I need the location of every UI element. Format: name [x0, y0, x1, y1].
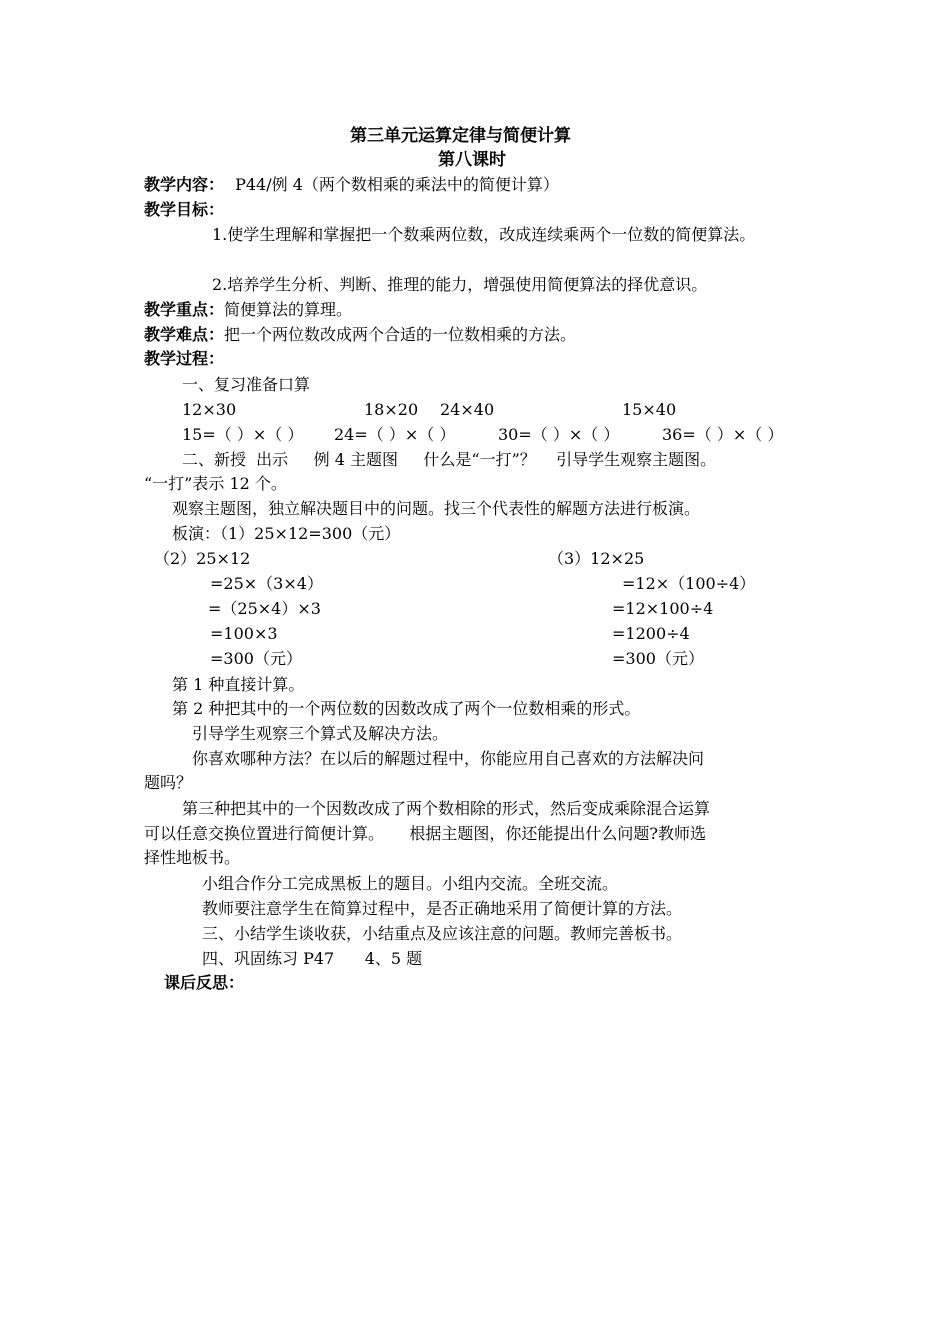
third-method-line-1: 第三种把其中的一个因数改成了两个数相除的形式，然后变成乘除混合运算	[182, 799, 711, 818]
observe-line: 观察主题图，独立解决题目中的问题。找三个代表性的解题方法进行板演。	[172, 499, 701, 518]
goal-label: 教学目标：	[144, 200, 225, 219]
key-label: 教学重点：	[144, 300, 225, 319]
dozen-definition: “一打”表示 12 个。	[144, 474, 287, 493]
method-3-step: =300（元）	[612, 649, 704, 668]
preference-line-1: 你喜欢哪种方法？在以后的解题过程中，你能应用自己喜欢的方法解决问	[192, 749, 705, 768]
new-teaching-line: 二、新授 出示 例 4 主题图 什么是“一打”？ 引导学生观察主题图。	[182, 450, 717, 469]
content-label: 教学内容：	[144, 175, 225, 194]
reflection-label: 课后反思：	[164, 973, 245, 992]
factor-2: 24=（ ）×（ ）	[334, 425, 456, 444]
process-label: 教学过程：	[144, 349, 225, 368]
method-3-step: =1200÷4	[612, 624, 690, 643]
key-row	[144, 298, 352, 322]
preference-line-2: 题吗？	[144, 773, 193, 792]
method-2-step: =25×（3×4）	[210, 574, 323, 593]
calc-1: 12×30	[182, 400, 237, 419]
goal-1: 1.使学生理解和掌握把一个数乘两位数，改成连续乘两个一位数的简便算法。	[212, 225, 756, 244]
third-method-line-2: 可以任意交换位置进行简便计算。 根据主题图，你还能提出什么问题?教师选	[144, 824, 707, 843]
factor-3: 30=（ ）×（ ）	[498, 425, 620, 444]
difficulty-row	[144, 323, 576, 347]
difficulty-value: 把一个两位数改成两个合适的一位数相乘的方法。	[224, 325, 577, 344]
factor-1: 15=（ ）×（ ）	[182, 425, 304, 444]
goal-2: 2.培养学生分析、判断、推理的能力，增强使用简便算法的择优意识。	[212, 275, 708, 294]
content-value: P44/例 4（两个数相乘的乘法中的简便计算）	[235, 175, 559, 194]
method-3-step: =12×（100÷4）	[622, 574, 756, 593]
guide-line: 引导学生观察三个算式及解决方法。	[192, 724, 449, 743]
method-2-head: （2）25×12	[154, 549, 251, 568]
group-work-line: 小组合作分工完成黑板上的题目。小组内交流。全班交流。	[202, 874, 619, 893]
method-2-step: =（25×4）×3	[208, 599, 321, 618]
board-method-1: 板演：（1）25×12=300（元）	[172, 524, 401, 543]
calc-4: 15×40	[622, 400, 677, 419]
calc-3: 24×40	[440, 400, 495, 419]
method-2-step: =100×3	[210, 624, 278, 643]
review-heading: 一、复习准备口算	[182, 375, 311, 394]
note-1: 第 1 种直接计算。	[172, 675, 305, 694]
doc-subtitle: 第八课时	[438, 150, 506, 170]
teacher-note-line: 教师要注意学生在简算过程中，是否正确地采用了简便计算的方法。	[202, 899, 683, 918]
method-3-step: =12×100÷4	[612, 599, 714, 618]
summary-line: 三、小结学生谈收获，小结重点及应该注意的问题。教师完善板书。	[202, 924, 683, 943]
method-2-step: =300（元）	[210, 649, 302, 668]
third-method-line-3: 择性地板书。	[144, 848, 241, 867]
note-2: 第 2 种把其中的一个两位数的因数改成了两个一位数相乘的形式。	[172, 699, 641, 718]
key-value: 简便算法的算理。	[224, 300, 353, 319]
practice-line: 四、巩固练习 P47 4、5 题	[202, 949, 423, 968]
calc-2: 18×20	[364, 400, 419, 419]
method-3-head: （3）12×25	[548, 549, 645, 568]
factor-4: 36=（ ）×（ ）	[662, 425, 784, 444]
difficulty-label: 教学难点：	[144, 325, 225, 344]
doc-title: 第三单元运算定律与简便计算	[350, 126, 571, 146]
content-row	[144, 173, 559, 197]
